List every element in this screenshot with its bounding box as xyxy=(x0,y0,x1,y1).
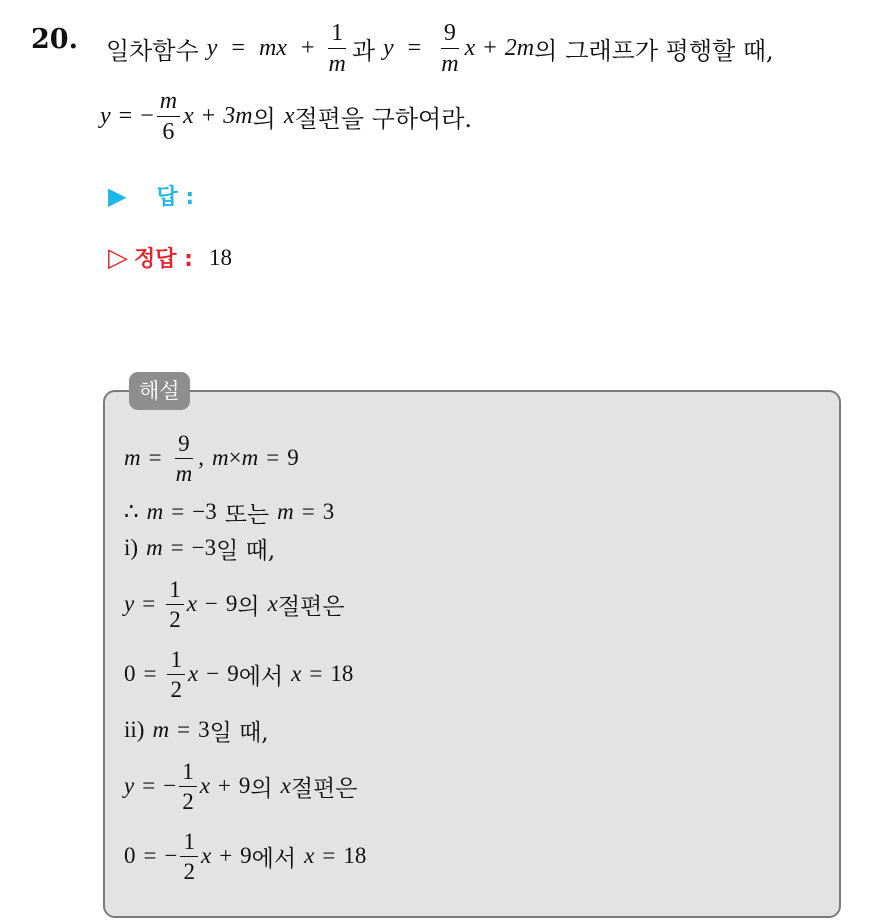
var-y: y xyxy=(124,591,135,616)
solution-line-6 xyxy=(124,714,269,746)
term-mx: mx xyxy=(258,34,287,61)
fraction-numerator: 1 xyxy=(179,760,197,787)
number: 9 xyxy=(287,445,299,470)
fraction-numerator: 1 xyxy=(167,648,185,675)
answer-line xyxy=(108,180,194,211)
minus-sign: − xyxy=(164,843,178,868)
word: 절편은 xyxy=(277,593,345,620)
fraction-denominator: 2 xyxy=(169,606,181,632)
term-2m: 2m xyxy=(504,34,535,61)
word: 절편은 xyxy=(290,775,358,802)
comma: , xyxy=(198,445,204,470)
correct-answer-line xyxy=(108,242,232,273)
fraction-1-over-2 xyxy=(179,760,197,813)
var-x: x xyxy=(200,843,212,868)
solution-line-8 xyxy=(124,824,366,888)
number: 3 xyxy=(322,499,335,524)
number: 0 xyxy=(124,843,136,868)
fraction-denominator: 6 xyxy=(162,118,175,145)
var-y: y xyxy=(100,102,111,129)
plus-sign: + xyxy=(217,773,231,798)
solution-line-5 xyxy=(124,642,353,706)
equals-sign: = xyxy=(266,445,280,470)
play-triangle-icon: ▶ xyxy=(108,181,127,210)
plus-sign: + xyxy=(300,34,315,61)
problem-number: 20. xyxy=(31,24,78,55)
var-m: m xyxy=(152,717,170,742)
var-x: x xyxy=(186,591,197,616)
var-x: x xyxy=(267,591,278,616)
plus-sign: + xyxy=(201,102,216,129)
minus-sign: − xyxy=(206,661,220,686)
term-3m: 3m xyxy=(223,102,253,129)
var-y: y xyxy=(383,34,394,61)
word: 과 xyxy=(351,36,376,65)
therefore-sign: ∴ xyxy=(124,499,139,524)
outline-triangle-icon: ▷ xyxy=(108,242,128,273)
number: 9 xyxy=(238,773,251,798)
fraction-denominator: 2 xyxy=(182,788,194,814)
correct-answer-label: 정답 : xyxy=(134,247,193,272)
number: 3 xyxy=(198,717,210,742)
var-x: x xyxy=(183,102,194,129)
equals-sign: = xyxy=(309,661,323,686)
word: 의 xyxy=(252,104,276,133)
solution-line-7 xyxy=(124,754,357,818)
var-x: x xyxy=(280,773,291,798)
word: 일 때, xyxy=(216,537,276,564)
var-x: x xyxy=(304,843,315,868)
number: 9 xyxy=(225,591,238,616)
problem-text-line-2 xyxy=(100,84,472,148)
minus-sign: − xyxy=(163,773,177,798)
equals-sign: = xyxy=(143,661,157,686)
word: 에서 xyxy=(251,845,297,872)
fraction-denominator: m xyxy=(175,460,193,486)
fraction-denominator: m xyxy=(441,50,459,77)
fraction-denominator: m xyxy=(328,50,346,77)
var-x: x xyxy=(283,102,295,129)
number: −3 xyxy=(191,535,217,560)
plus-sign: + xyxy=(219,843,233,868)
var-x: x xyxy=(464,34,476,61)
number: −3 xyxy=(192,499,217,524)
equals-sign: = xyxy=(177,717,191,742)
number: 18 xyxy=(330,661,354,686)
equals-sign: = xyxy=(143,843,157,868)
word: 의 xyxy=(250,775,273,802)
number: 0 xyxy=(124,661,136,686)
fraction-numerator: 9 xyxy=(175,432,193,459)
correct-answer-value: 18 xyxy=(208,244,232,270)
minus-sign: − xyxy=(204,591,218,616)
fraction-1-over-2 xyxy=(167,648,185,701)
fraction-numerator: 9 xyxy=(441,21,459,49)
var-m: m xyxy=(241,445,259,470)
fraction-denominator: 2 xyxy=(183,858,195,884)
fraction-denominator: 2 xyxy=(170,676,182,702)
number: 9 xyxy=(227,661,239,686)
equals-sign: = xyxy=(322,843,336,868)
fraction-numerator: 1 xyxy=(328,21,346,49)
equals-sign: = xyxy=(231,34,245,61)
word: 절편을 구하여라. xyxy=(294,104,473,133)
var-m: m xyxy=(277,499,294,524)
plus-sign: + xyxy=(483,34,497,61)
equals-sign: = xyxy=(142,773,156,798)
var-x: x xyxy=(199,773,210,798)
word: 또는 xyxy=(224,501,270,528)
fraction-numerator: 1 xyxy=(166,578,184,605)
fraction-1-over-m xyxy=(325,21,348,76)
var-m: m xyxy=(124,445,141,470)
fraction-m-over-6 xyxy=(157,89,180,144)
number: 9 xyxy=(240,843,252,868)
fraction-9-over-m xyxy=(438,21,461,76)
minus-sign: − xyxy=(140,102,154,129)
var-m: m xyxy=(211,445,229,470)
equals-sign: = xyxy=(148,445,162,470)
equals-sign: = xyxy=(407,34,422,61)
word: 의 xyxy=(534,36,558,65)
fraction-numerator: 1 xyxy=(180,830,198,857)
solution-line-3 xyxy=(124,532,275,564)
problem-text-line-1 xyxy=(106,16,774,80)
word: 그래프가 평행할 때, xyxy=(565,36,774,65)
case-label: i) xyxy=(124,535,139,560)
solution-line-1 xyxy=(124,426,299,490)
answer-label: 답 : xyxy=(156,185,195,210)
fraction-1-over-2 xyxy=(166,578,184,631)
var-y: y xyxy=(124,773,135,798)
equals-sign: = xyxy=(142,591,156,616)
word: 일차함수 xyxy=(106,36,199,65)
word: 일 때, xyxy=(209,719,269,746)
equals-sign: = xyxy=(301,499,315,524)
solution-line-2 xyxy=(124,496,334,528)
equals-sign: = xyxy=(170,535,184,560)
var-x: x xyxy=(291,661,302,686)
fraction-1-over-2 xyxy=(180,830,198,883)
var-m: m xyxy=(146,535,163,560)
fraction-9-over-m xyxy=(173,432,196,485)
fraction-numerator: m xyxy=(157,89,180,117)
var-x: x xyxy=(187,661,199,686)
case-label: ii) xyxy=(124,717,145,742)
number: 18 xyxy=(343,843,367,868)
solution-line-4 xyxy=(124,572,345,636)
var-m: m xyxy=(146,499,164,524)
word: 의 xyxy=(237,593,260,620)
word: 에서 xyxy=(238,663,284,690)
equals-sign: = xyxy=(118,102,133,129)
var-y: y xyxy=(206,34,218,61)
equals-sign: = xyxy=(171,499,185,524)
times-sign: × xyxy=(228,445,242,470)
solution-tab-label: 해설 xyxy=(129,372,190,410)
